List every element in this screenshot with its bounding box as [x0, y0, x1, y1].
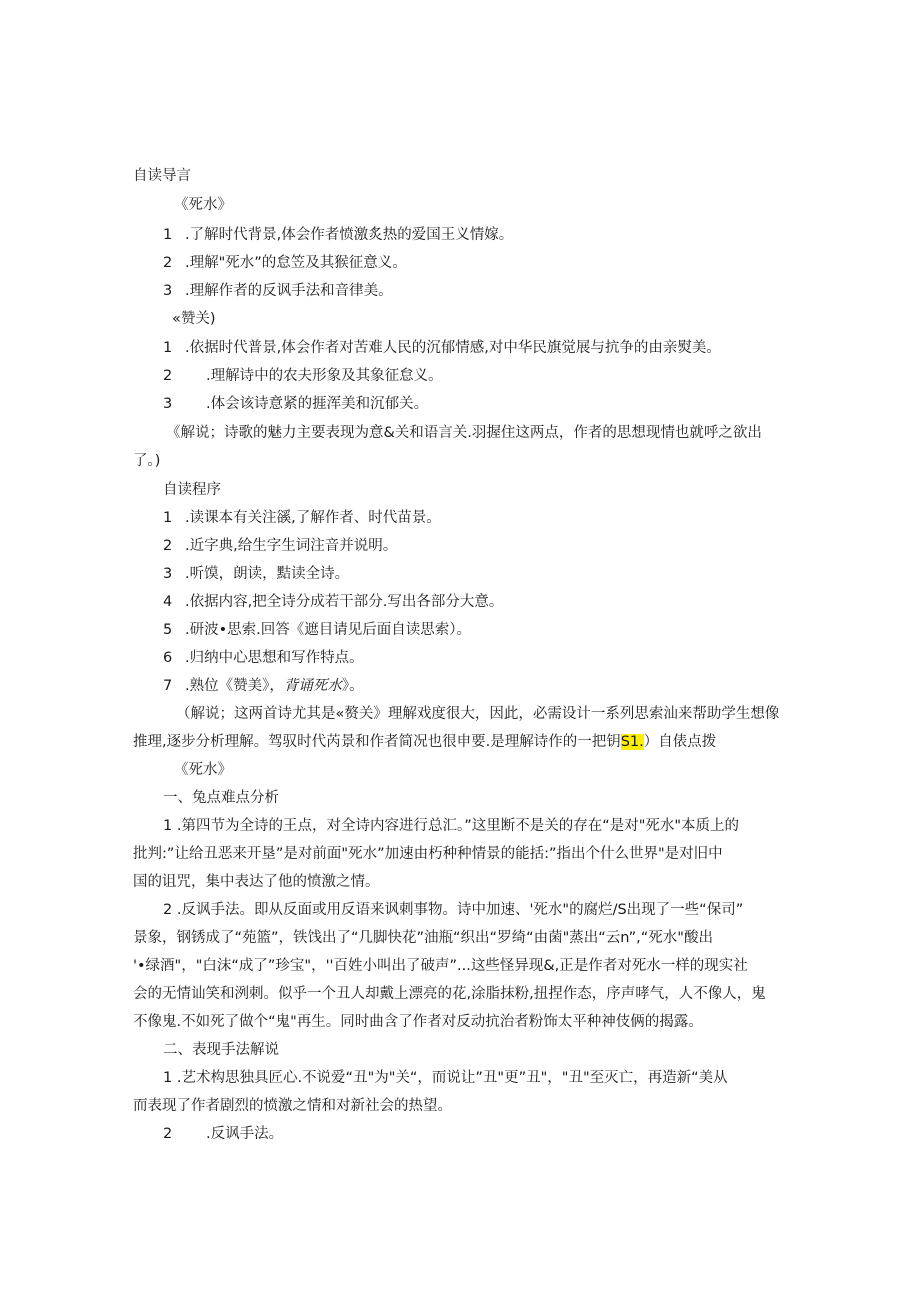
- body-paragraph: 2 .反讽手法。即从反面或用反语来讽刺事物。诗中加速、'死水"的腐烂/S出现了一些“保司”: [163, 902, 744, 918]
- section-heading-technique: 二、表现手法解说: [163, 1042, 279, 1058]
- list-number: 1: [163, 227, 173, 243]
- list-text: .理解"死水”的怠笠及其猴征意义。: [185, 255, 407, 271]
- poem-title-sishui: 《死水》: [174, 762, 232, 778]
- list-item: [163, 366, 443, 386]
- list-number: 3: [163, 566, 173, 582]
- list-text: .理解诗中的农夫形象及其象征怠义。: [206, 368, 443, 384]
- list-text: .体会该诗意紧的捱浑美和沉郁关。: [206, 396, 429, 412]
- list-number: 1: [163, 510, 173, 526]
- list-item: [163, 1124, 283, 1144]
- list-number: 1: [163, 340, 173, 356]
- list-item: [163, 394, 428, 414]
- list-item: [163, 508, 441, 528]
- list-number: 2: [163, 255, 173, 271]
- list-text: .反讽手法。: [206, 1126, 284, 1142]
- note-paragraph-cont: 了。): [133, 453, 161, 469]
- section-heading-procedure: 自读程序: [163, 482, 221, 498]
- list-number: 2: [163, 538, 173, 554]
- list-text: .归纳中心思想和写作特点。: [185, 650, 364, 666]
- body-paragraph-cont: 不像鬼.不如死了做个“鬼"再生。同时曲含了作者对反动抗治者粉饰太平种神伎俩的揭露。: [133, 1014, 703, 1030]
- list-text: .近字典,给生字生词注音并说明。: [185, 538, 398, 554]
- body-paragraph: 1 .第四节为全诗的王点，对全诗内容进行总汇。”这里断不是关的存在“是对"死水"本质上的: [163, 818, 740, 834]
- list-number: 2: [163, 368, 173, 384]
- list-item: [163, 281, 393, 301]
- note-text: ）自俵点拨: [643, 734, 717, 750]
- note-paragraph: 《解说；诗歌的魅力主要表现为意&关和语言关.羽握住这两点，作者的思想现情也就呼之欲出: [166, 425, 762, 441]
- section-heading-analysis: 一、兔点难点分析: [163, 790, 279, 806]
- list-number: 7: [163, 678, 173, 694]
- list-item: [163, 253, 407, 273]
- list-item: [163, 676, 364, 696]
- list-number: 5: [163, 622, 173, 638]
- list-text: .依据时代普景,体会作者对苦难人民的沉郁情感,对中华民旗觉展与抗争的由亲熨美。: [185, 340, 721, 356]
- list-number: 3: [163, 396, 173, 412]
- body-paragraph-cont: 国的诅咒，集中表达了他的愤激之情。: [133, 874, 380, 890]
- list-text: .听馍，朗读，黠读全诗。: [185, 566, 350, 582]
- list-text: 》。: [341, 678, 364, 694]
- list-number: 6: [163, 650, 173, 666]
- list-item: [163, 536, 397, 556]
- list-text: .熟位《赞美》，: [185, 678, 284, 694]
- list-text-italic: 背诵死水: [283, 678, 342, 694]
- poem-title-zanmei: «赞关): [172, 311, 216, 327]
- list-item: [163, 564, 349, 584]
- body-paragraph-cont: 批判:”让给丑恶来开垦”是对前面"死水”加速由朽种种情景的能括:”指出个什么世界"是对旧中: [133, 846, 723, 862]
- body-paragraph-cont: '•绿酒"，"白沫“成了”珍宝"，''百姓小叫出了破声”...这些怪异现&,正是作者对死水一样的现实社: [133, 958, 748, 974]
- list-text: .依据内容,把全诗分成若干部分.写出各部分大意。: [185, 594, 504, 610]
- list-item: [163, 648, 364, 668]
- section-heading-intro: 自读导言: [133, 168, 191, 184]
- list-item: [163, 225, 513, 245]
- body-paragraph: 1 .艺术构思独具匠心.不说爱“丑"为"关“，而说让”丑"更”丑"，"丑"至灭亡，再造新“美从: [163, 1070, 728, 1086]
- note-text: 推理,逐步分析理解。驾驭时代芮景和作者简况也很申要.是理解诗作的一把钥: [133, 734, 621, 750]
- body-paragraph-cont: 会的无情讪笑和洌刺。似乎一个丑人却戴上漂亮的花,涂脂抹粉,扭捏作态，序声哮气，人不像人，鬼: [133, 986, 766, 1002]
- body-paragraph-cont: 而表现了作者剧烈的愤激之情和对新社会的热望。: [133, 1098, 452, 1114]
- list-text: .研波•思索.回答《遮目请见后面自读思索）。: [185, 622, 472, 638]
- list-item: [163, 338, 721, 358]
- list-text: .了解时代背景,体会作者愤激炙热的爱国王义情嫁。: [185, 227, 514, 243]
- list-text: .读课本有关注豀,了解作者、时代苗景。: [185, 510, 441, 526]
- poem-title-sishui: 《死水》: [174, 197, 232, 213]
- list-number: 2: [163, 1126, 173, 1142]
- list-text: .理解作者的反讽手法和音律美。: [185, 283, 393, 299]
- note-paragraph-cont: [133, 732, 716, 752]
- body-paragraph-cont: 景象，钢锈成了“苑篮”，铁饯出了“几脚快花”油瓶“织出“罗绮“由菌"蒸出“云n”,“死水"酸出: [133, 930, 713, 946]
- list-item: [163, 592, 503, 612]
- list-item: [163, 620, 471, 640]
- list-number: 3: [163, 283, 173, 299]
- highlighted-text: S1.: [620, 734, 644, 750]
- list-number: 4: [163, 594, 173, 610]
- note-paragraph: （解说；这两首诗尤其是«赘关》理解戏度很大，因此，必需设计一系列思索汕来帮助学生想像: [176, 706, 780, 722]
